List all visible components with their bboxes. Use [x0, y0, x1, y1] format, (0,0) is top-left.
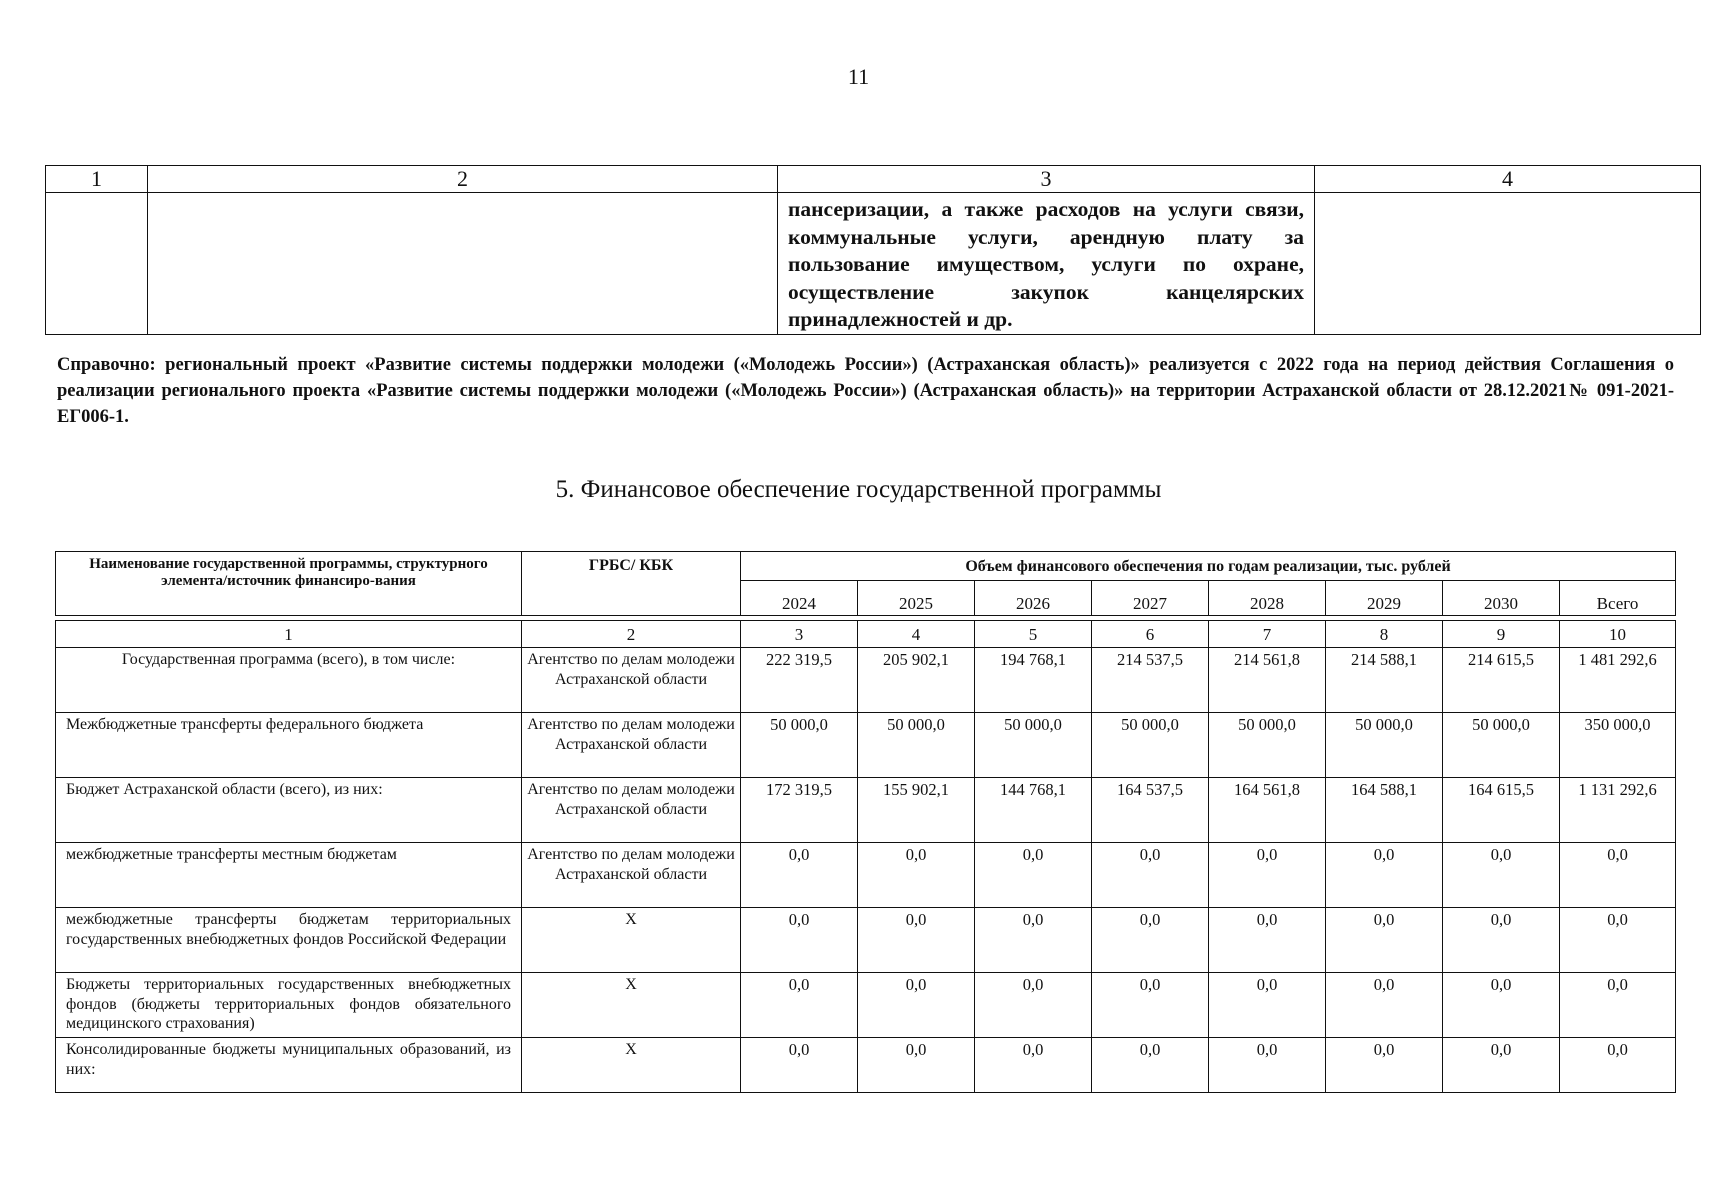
continuation-table-row [46, 193, 1701, 335]
row-value-cell: 0,0 [1092, 908, 1209, 973]
row-value-cell: 0,0 [1326, 908, 1443, 973]
header-year-cell: 2030 [1443, 581, 1560, 616]
row-value-cell: 0,0 [1092, 973, 1209, 1038]
row-name-cell: Бюджет Астраханской области (всего), из них: [56, 778, 522, 843]
row-value-cell: 0,0 [1326, 843, 1443, 908]
row-value-cell: 0,0 [1560, 1038, 1676, 1093]
header-name-cell: Наименование государственной программы, структурного элемента/источник финансиро-вания [56, 552, 522, 616]
column-number-cell: 7 [1209, 621, 1326, 648]
table-row [56, 908, 1676, 973]
row-value-cell: 0,0 [1443, 1038, 1560, 1093]
row-value-cell: 214 561,8 [1209, 648, 1326, 713]
row-value-cell: 172 319,5 [741, 778, 858, 843]
header-year-cell: Всего [1560, 581, 1676, 616]
row-name-cell: Консолидированные бюджеты муниципальных образований, из них: [56, 1038, 522, 1093]
continuation-cell-empty [46, 193, 148, 335]
continuation-cell-text [778, 193, 1315, 335]
row-value-cell: 0,0 [741, 908, 858, 973]
row-value-cell: 194 768,1 [975, 648, 1092, 713]
row-name-cell: Государственная программа (всего), в том числе: [56, 648, 522, 713]
header-year-cell: 2026 [975, 581, 1092, 616]
row-value-cell: 164 588,1 [1326, 778, 1443, 843]
header-grbs-cell: ГРБС/ КБК [522, 552, 741, 616]
row-name-cell: межбюджетные трансферты местным бюджетам [56, 843, 522, 908]
row-value-cell: 214 537,5 [1092, 648, 1209, 713]
row-grbs-cell: Агентство по делам молодежи Астраханской области [522, 778, 741, 843]
row-grbs-cell: Агентство по делам молодежи Астраханской области [522, 713, 741, 778]
row-value-cell: 0,0 [741, 973, 858, 1038]
row-value-cell: 50 000,0 [1209, 713, 1326, 778]
column-number-cell: 6 [1092, 621, 1209, 648]
row-value-cell: 144 768,1 [975, 778, 1092, 843]
finance-header-row [56, 552, 1676, 581]
row-value-cell: 0,0 [858, 908, 975, 973]
continuation-cell-empty [148, 193, 778, 335]
row-value-cell: 0,0 [858, 1038, 975, 1093]
header-year-cell: 2028 [1209, 581, 1326, 616]
row-value-cell: 0,0 [975, 1038, 1092, 1093]
row-value-cell: 0,0 [1443, 973, 1560, 1038]
row-value-cell: 0,0 [1560, 973, 1676, 1038]
row-value-cell: 0,0 [741, 843, 858, 908]
row-value-cell: 0,0 [975, 908, 1092, 973]
row-value-cell: 0,0 [1092, 843, 1209, 908]
row-value-cell: 155 902,1 [858, 778, 975, 843]
row-grbs-cell: Х [522, 1038, 741, 1093]
row-value-cell: 205 902,1 [858, 648, 975, 713]
table-row [56, 713, 1676, 778]
finance-table-body [56, 648, 1676, 1093]
column-number-cell: 9 [1443, 621, 1560, 648]
row-value-cell: 0,0 [1209, 973, 1326, 1038]
reference-note: Справочно: региональный проект «Развитие системы поддержки молодежи («Молодежь России») (Астраханская область)» реализуется с 2022 года на период действия Соглашения о реализации регионального проекта «Развитие системы поддержки молодежи («Молодежь России») (Астраханская область)» на территории Астраханской области от 28.12.2021№ 091-2021-ЕГ006-1. [57, 355, 1674, 427]
row-value-cell: 0,0 [1092, 1038, 1209, 1093]
header-year-cell: 2027 [1092, 581, 1209, 616]
column-number-cell: 3 [741, 621, 858, 648]
row-value-cell: 0,0 [1209, 908, 1326, 973]
row-value-cell: 1 131 292,6 [1560, 778, 1676, 843]
continuation-header-cell: 3 [778, 166, 1315, 193]
row-value-cell: 214 615,5 [1443, 648, 1560, 713]
row-value-cell: 0,0 [1560, 908, 1676, 973]
row-grbs-cell: Х [522, 973, 741, 1038]
row-value-cell: 50 000,0 [1092, 713, 1209, 778]
continuation-table [45, 165, 1701, 335]
row-value-cell: 0,0 [1209, 1038, 1326, 1093]
column-number-cell: 8 [1326, 621, 1443, 648]
column-number-cell: 1 [56, 621, 522, 648]
finance-table [55, 551, 1676, 1093]
row-value-cell: 0,0 [1326, 973, 1443, 1038]
continuation-cell-empty [1315, 193, 1701, 335]
row-grbs-cell: Агентство по делам молодежи Астраханской области [522, 843, 741, 908]
row-value-cell: 222 319,5 [741, 648, 858, 713]
continuation-header-cell: 4 [1315, 166, 1701, 193]
column-number-cell: 4 [858, 621, 975, 648]
row-grbs-cell: Х [522, 908, 741, 973]
table-row [56, 973, 1676, 1038]
row-value-cell: 0,0 [1443, 908, 1560, 973]
column-numbers-row [56, 621, 1676, 648]
row-value-cell: 0,0 [975, 973, 1092, 1038]
header-year-cell: 2024 [741, 581, 858, 616]
table-row [56, 1038, 1676, 1093]
page-number: 11 [847, 64, 870, 89]
column-number-cell: 5 [975, 621, 1092, 648]
row-value-cell: 50 000,0 [858, 713, 975, 778]
continuation-text: пансеризации, а также расходов на услуги связи, коммунальные услуги, арендную плату за пользование имуществом, услуги по охране, осуществление закупок канцелярских принадлежностей и др. [788, 197, 1304, 332]
row-grbs-cell: Агентство по делам молодежи Астраханской области [522, 648, 741, 713]
row-value-cell: 350 000,0 [1560, 713, 1676, 778]
header-year-cell: 2025 [858, 581, 975, 616]
row-value-cell: 0,0 [1209, 843, 1326, 908]
header-volume-cell: Объем финансового обеспечения по годам реализации, тыс. рублей [741, 552, 1676, 581]
row-value-cell: 0,0 [741, 1038, 858, 1093]
row-value-cell: 50 000,0 [975, 713, 1092, 778]
table-row [56, 843, 1676, 908]
row-value-cell: 164 615,5 [1443, 778, 1560, 843]
row-value-cell: 0,0 [1326, 1038, 1443, 1093]
row-value-cell: 0,0 [1560, 843, 1676, 908]
row-value-cell: 1 481 292,6 [1560, 648, 1676, 713]
section-title: 5. Финансовое обеспечение государственной программы [555, 476, 1162, 503]
row-value-cell: 50 000,0 [1326, 713, 1443, 778]
row-value-cell: 164 537,5 [1092, 778, 1209, 843]
row-name-cell: Межбюджетные трансферты федерального бюджета [56, 713, 522, 778]
continuation-table-header-row [46, 166, 1701, 193]
row-value-cell: 0,0 [975, 843, 1092, 908]
row-value-cell: 164 561,8 [1209, 778, 1326, 843]
row-value-cell: 50 000,0 [1443, 713, 1560, 778]
row-name-cell: межбюджетные трансферты бюджетам территориальных государственных внебюджетных фондов Российской Федерации [56, 908, 522, 973]
row-value-cell: 0,0 [1443, 843, 1560, 908]
row-name-cell: Бюджеты территориальных государственных внебюджетных фондов (бюджеты территориальных фондов обязательного медицинского страхования) [56, 973, 522, 1038]
row-value-cell: 214 588,1 [1326, 648, 1443, 713]
table-row [56, 778, 1676, 843]
row-value-cell: 0,0 [858, 843, 975, 908]
header-year-cell: 2029 [1326, 581, 1443, 616]
row-value-cell: 0,0 [858, 973, 975, 1038]
continuation-header-cell: 1 [46, 166, 148, 193]
continuation-header-cell: 2 [148, 166, 778, 193]
table-row [56, 648, 1676, 713]
row-value-cell: 50 000,0 [741, 713, 858, 778]
column-number-cell: 2 [522, 621, 741, 648]
column-number-cell: 10 [1560, 621, 1676, 648]
